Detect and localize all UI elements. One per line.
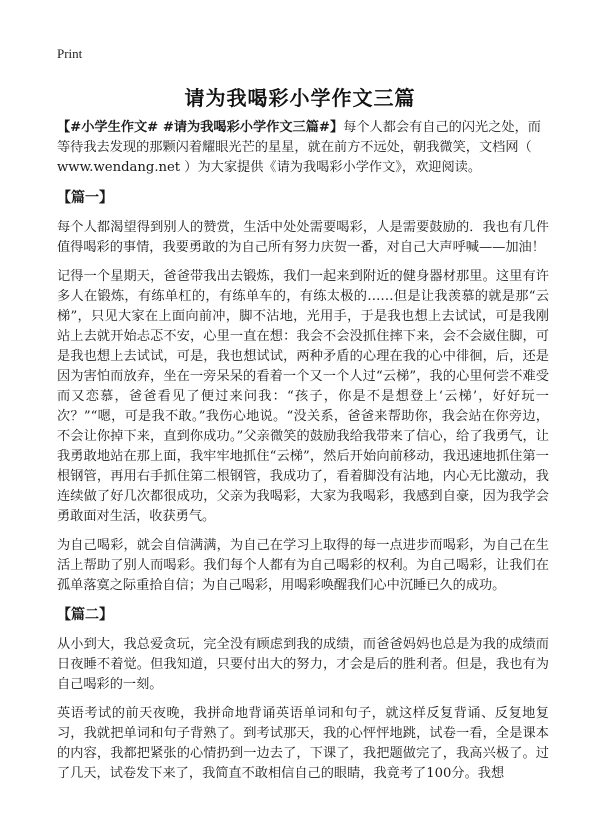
section-heading-1: 【篇一】	[57, 190, 113, 206]
paragraph: 每个人都渴望得到别人的赞赏，生活中处处需要喝彩，人是需要鼓励的．我也有几件值得喝彩的事情，我要勇敢的为自己所有努力庆贺一番，对自己大声呼喊——加油！	[57, 220, 549, 255]
paragraph: 英语考试的前天夜晚，我拼命地背诵英语单词和句子，就这样反复背诵、反复地复习，我就把单词和句子背熟了。到考试那天，我的心怦怦地跳，试卷一看，全是课本的内容，我都把紧张的心情扔到一边去了，下课了，我把题做完了，我高兴极了。过了几天，试卷发下来了，我简直不敢相信自己的眼睛，我竟考了100分。我想	[57, 706, 549, 781]
paragraph: 从小到大，我总爱贪玩，完全没有顾虑到我的成绩，而爸爸妈妈也总是为我的成绩而日夜睡不着觉。但我知道，只要付出大的努力，才会是后的胜利者。但是，我也有为自己喝彩的一刻。	[57, 637, 549, 692]
print-link[interactable]: Print	[57, 46, 83, 61]
article-body	[57, 118, 549, 793]
paragraph: 为自己喝彩，就会自信满满，为自己在学习上取得的每一点进步而喝彩，为自己在生活上帮助了别人而喝彩。我们每个人都有为自己喝彩的权利。为自己喝彩，让我们在孤单落寞之际重拾自信；为自己喝彩，用喝彩唤醒我们心中沉睡已久的成功。	[57, 538, 549, 593]
intro-tag: 【#小学生作文# #请为我喝彩小学作文三篇#】	[57, 120, 344, 135]
paragraph: 记得一个星期天，爸爸带我出去锻炼，我们一起来到附近的健身器材那里。这里有许多人在锻炼，有练单杠的，有练单车的，有练太极的……但是让我羡慕的就是那“云梯”，只见大家在上面向前冲，脚不沾地，光用手，于是我也想上去试试，可是我刚站上去就开始忐忑不安，心里一直在想：我会不会没抓住摔下来，会不会崴住脚，可是我也想上去试试，可是，我也想试试，两种矛盾的心理在我的心中徘徊，后，还是因为害怕而放弃，坐在一旁呆呆的看着一个又一个人过“云梯”，我的心里何尝不难受而又恋慕，爸爸看见了便过来问我：“孩子，你是不是想登上‘云梯’，好好玩一次？”“嗯，可是我不敢。”我伤心地说。“没关系，爸爸来帮助你，我会站在你旁边，不会让你掉下来，直到你成功。”父亲微笑的鼓励我给我带来了信心，给了我勇气，让我勇敢地站在那上面，我牢牢地抓住“云梯”，然后开始向前移动，我迅速地抓住第一根钢管，再用右手抓住第二根钢管，我成功了，看着脚没有沾地，内心无比激动，我连续做了好几次都很成功，父亲为我喝彩，大家为我喝彩，我感到自豪，因为我学会勇敢面对生活，收获勇气。	[57, 269, 549, 524]
intro-text: 每个人都会有自己的闪光之处，而等待我去发现的那颗闪着耀眼光芒的星星，就在前方不远处，朝我微笑，文档网（ www.wendang.net ）为大家提供《请为我喝彩小学作文》，欢迎阅读。	[57, 120, 541, 175]
section-heading-2: 【篇二】	[57, 607, 113, 623]
intro-paragraph	[57, 118, 549, 178]
page-title: 请为我喝彩小学作文三篇	[184, 86, 416, 110]
